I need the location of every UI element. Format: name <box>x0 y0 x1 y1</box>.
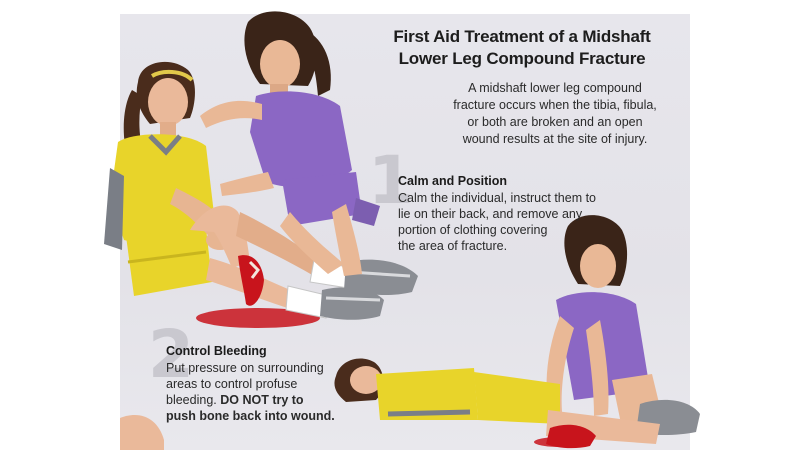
step-1-heading: Calm and Position <box>398 174 508 188</box>
intro-line: or both are broken and an open <box>467 115 643 129</box>
intro-line: A midshaft lower leg compound <box>468 81 642 95</box>
step-1-number: 1 <box>368 142 414 219</box>
step-2-line-text: bleeding. <box>166 393 217 407</box>
title-line-1: First Aid Treatment of a Midshaft <box>393 27 651 46</box>
step-2-heading: Control Bleeding <box>166 344 267 358</box>
step-2-warning-1: DO NOT try to <box>220 393 304 407</box>
page-title <box>372 26 672 70</box>
step-1-line: lie on their back, and remove any <box>398 207 583 221</box>
step-1-line: the area of fracture. <box>398 239 508 253</box>
intro-line: wound results at the site of injury. <box>462 132 648 146</box>
step-1-body <box>398 190 596 254</box>
step-2-line: areas to control profuse <box>166 377 298 391</box>
step-1-line: Calm the individual, instruct them to <box>398 191 597 205</box>
step-1-line: portion of clothing covering <box>398 223 548 237</box>
step-2-line: Put pressure on surrounding <box>166 361 324 375</box>
step-2-body <box>166 360 335 424</box>
step-2-warning-2: push bone back into wound. <box>166 409 335 423</box>
step-2-number: 2 <box>148 316 194 393</box>
title-line-2: Lower Leg Compound Fracture <box>398 49 646 68</box>
intro-paragraph <box>430 80 680 148</box>
partial-figure-bottom-left <box>120 415 164 450</box>
step-2-line <box>166 392 335 408</box>
intro-line: fracture occurs when the tibia, fibula, <box>453 98 657 112</box>
